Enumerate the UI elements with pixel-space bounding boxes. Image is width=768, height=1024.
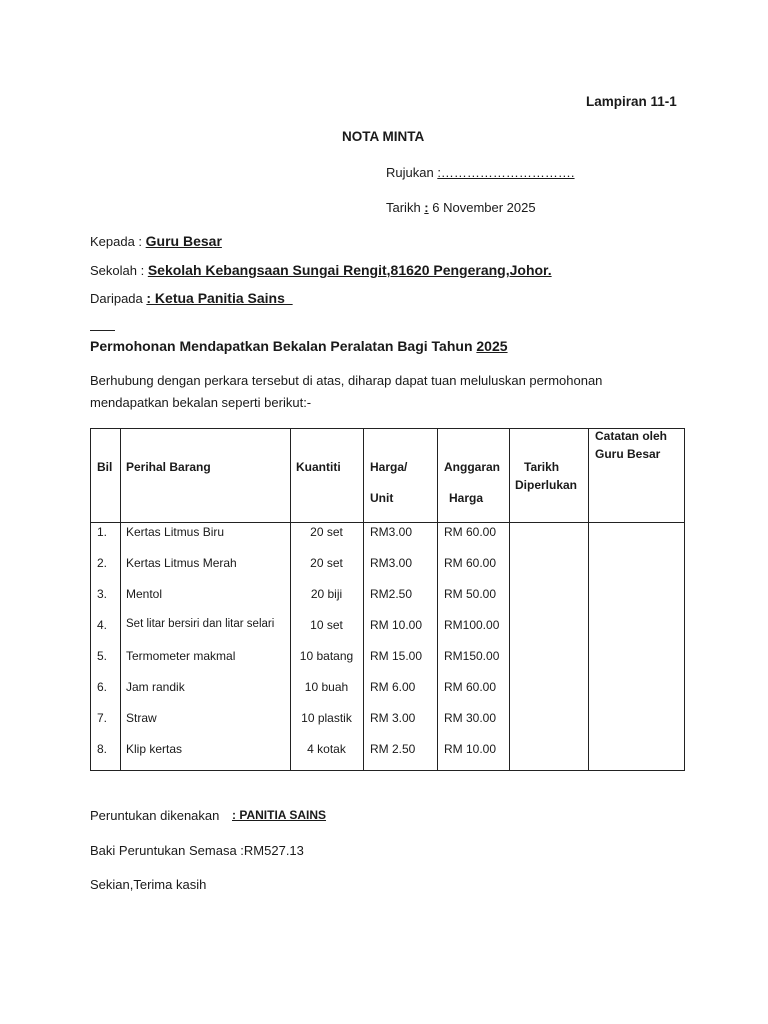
cell-kuantiti: 10 batang (299, 649, 354, 663)
cell-harga: RM 2.50 (370, 742, 416, 756)
cell-bil: 5. (97, 649, 108, 663)
cell-perihal: Kertas Litmus Biru (126, 525, 225, 539)
cell-bil: 2. (97, 556, 108, 570)
sender-value: : Ketua Panitia Sains (146, 290, 293, 306)
sender-label: Daripada (90, 291, 147, 306)
cell-perihal: Straw (126, 711, 157, 725)
cell-harga: RM 6.00 (370, 680, 416, 694)
cell-anggaran: RM150.00 (444, 649, 500, 663)
cell-kuantiti: 10 buah (304, 680, 349, 694)
reference-label: Rujukan (386, 165, 438, 180)
recipient-label: Kepada : (90, 234, 146, 249)
header-anggaran-line1: Anggaran (444, 460, 501, 474)
date-line (386, 200, 536, 215)
cell-bil: 8. (97, 742, 108, 756)
date-value: 6 November 2025 (428, 200, 536, 215)
table-header-divider (91, 522, 684, 523)
school-label: Sekolah : (90, 263, 148, 278)
cell-perihal: Mentol (126, 587, 163, 601)
header-bil: Bil (97, 460, 113, 474)
cell-kuantiti: 10 set (310, 618, 343, 632)
document-title: NOTA MINTA (342, 129, 425, 144)
cell-bil: 3. (97, 587, 108, 601)
cell-perihal: Kertas Litmus Merah (126, 556, 237, 570)
date-label: Tarikh (386, 200, 425, 215)
reference-value: :…………………………. (437, 165, 575, 180)
cell-kuantiti: 20 set (310, 525, 343, 539)
request-table (90, 428, 685, 771)
intro-line-1: Berhubung dengan perkara tersebut di atas, diharap dapat tuan meluluskan permohonan (90, 373, 603, 388)
cell-kuantiti: 10 plastik (301, 711, 352, 725)
cell-anggaran: RM 60.00 (444, 556, 497, 570)
cell-harga: RM 10.00 (370, 618, 423, 632)
table-column-divider (363, 429, 364, 770)
subject-text: Permohonan Mendapatkan Bekalan Peralatan Bagi Tahun (90, 338, 477, 354)
closing-line: Sekian,Terima kasih (90, 877, 207, 892)
allocation-label: Peruntukan dikenakan (90, 808, 220, 823)
cell-bil: 4. (97, 618, 108, 632)
cell-perihal: Jam randik (126, 680, 185, 694)
table-column-divider (437, 429, 438, 770)
cell-harga: RM 15.00 (370, 649, 423, 663)
school-line (90, 262, 552, 278)
cell-kuantiti: 20 set (310, 556, 343, 570)
cell-anggaran: RM 30.00 (444, 711, 497, 725)
recipient-line (90, 233, 222, 249)
cell-harga: RM3.00 (370, 525, 413, 539)
divider-rule (90, 330, 115, 331)
recipient-value: Guru Besar (145, 233, 222, 249)
school-value: Sekolah Kebangsaan Sungai Rengit,81620 Pengerang,Johor. (147, 262, 552, 278)
table-column-divider (120, 429, 121, 770)
header-harga-line2: Unit (370, 491, 394, 505)
cell-bil: 6. (97, 680, 108, 694)
date-colon: : (424, 200, 429, 215)
cell-kuantiti: 4 kotak (307, 742, 346, 756)
appendix-label: Lampiran 11-1 (586, 94, 677, 109)
sender-line (90, 290, 293, 306)
cell-harga: RM2.50 (370, 587, 413, 601)
header-kuantiti: Kuantiti (296, 460, 341, 474)
header-tarikh-line1: Tarikh (524, 460, 560, 474)
reference-line (386, 165, 575, 180)
cell-anggaran: RM 60.00 (444, 525, 497, 539)
cell-perihal: Klip kertas (126, 742, 183, 756)
cell-bil: 7. (97, 711, 108, 725)
cell-perihal: Termometer makmal (126, 649, 236, 663)
balance-line: Baki Peruntukan Semasa :RM527.13 (90, 843, 304, 858)
cell-anggaran: RM 50.00 (444, 587, 497, 601)
header-tarikh-line2: Diperlukan (515, 478, 578, 492)
allocation-value: : PANITIA SAINS (232, 808, 327, 822)
header-perihal: Perihal Barang (126, 460, 211, 474)
intro-line-2: mendapatkan bekalan seperti berikut:- (90, 395, 312, 410)
cell-kuantiti: 20 biji (310, 587, 343, 601)
header-catatan-line1: Catatan oleh (595, 429, 668, 443)
table-column-divider (509, 429, 510, 770)
cell-bil: 1. (97, 525, 108, 539)
cell-harga: RM3.00 (370, 556, 413, 570)
header-anggaran-line2: Harga (449, 491, 484, 505)
subject-year: 2025 (476, 338, 508, 354)
subject-line (90, 338, 508, 354)
header-harga-line1: Harga/ (370, 460, 408, 474)
table-column-divider (588, 429, 589, 770)
cell-perihal: Set litar bersiri dan litar selari (126, 618, 275, 630)
cell-anggaran: RM 60.00 (444, 680, 497, 694)
cell-anggaran: RM 10.00 (444, 742, 497, 756)
header-catatan-line2: Guru Besar (595, 447, 661, 461)
cell-harga: RM 3.00 (370, 711, 416, 725)
cell-anggaran: RM100.00 (444, 618, 500, 632)
